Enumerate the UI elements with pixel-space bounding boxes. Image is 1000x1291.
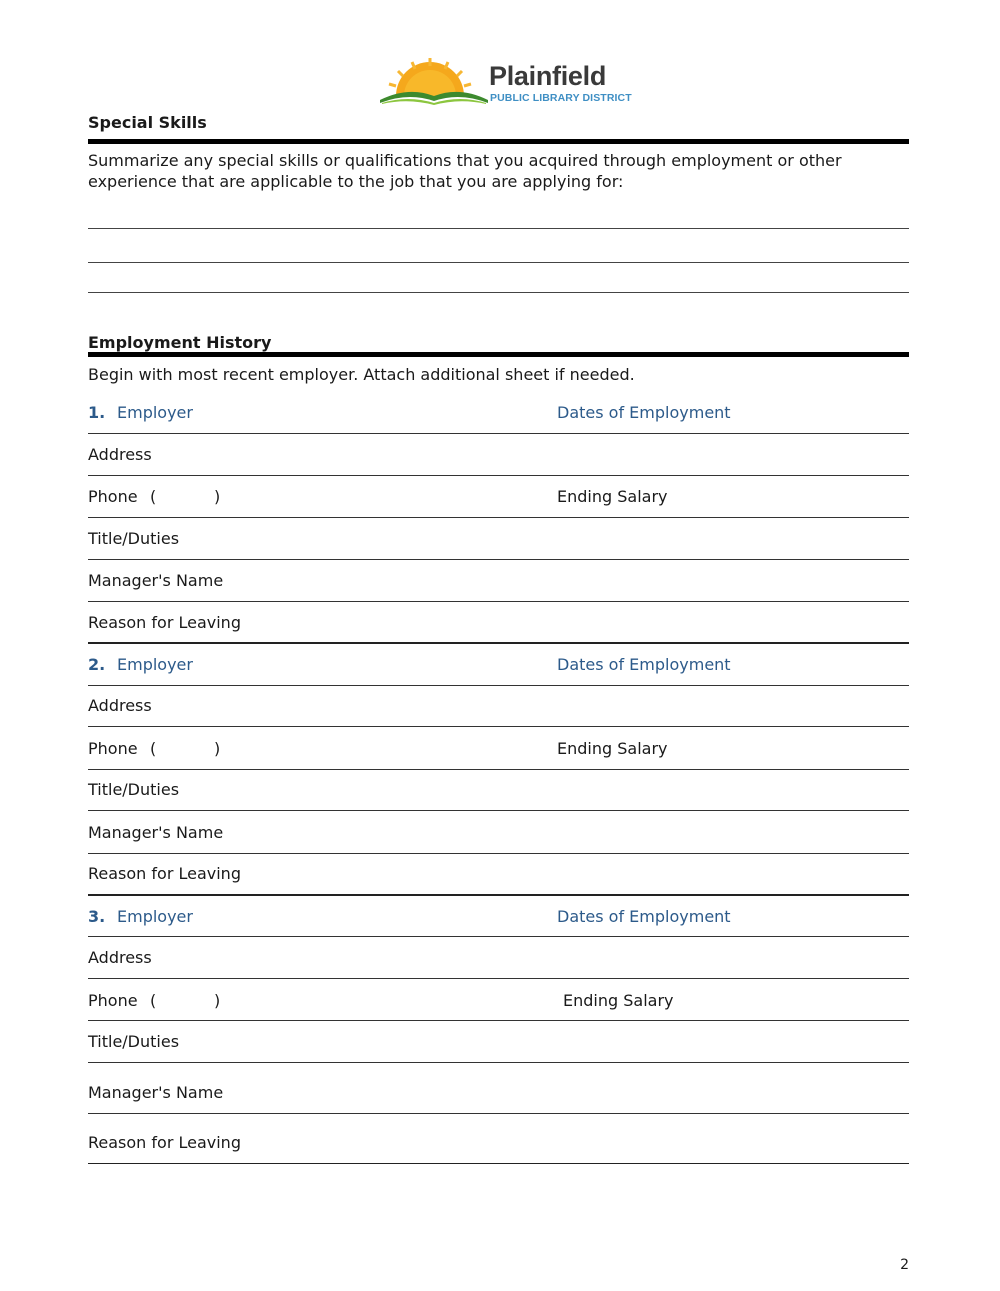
skills-answer-line-3[interactable] [88,292,909,293]
employer-2-end-rule[interactable] [88,894,909,896]
employer-1-phone-label: Phone [88,487,138,506]
employer-1-title-label: Title/Duties [88,529,180,548]
employer-3-number: 3. [88,907,106,926]
employer-2-salary-label: Ending Salary [557,739,668,758]
employer-3-phone-label: Phone [88,991,138,1010]
employer-3-phone-close-paren: ) [214,991,221,1010]
employer-1-label: Employer [117,403,193,422]
employer-1-answer-line-1[interactable] [88,433,909,434]
employer-3-title-label: Title/Duties [88,1032,180,1051]
special-skills-heading: Special Skills [88,113,207,132]
employer-1-number: 1. [88,403,106,422]
employment-history-heading: Employment History [88,333,272,352]
page-number: 2 [900,1257,909,1273]
employer-1-answer-line-2[interactable] [88,475,909,476]
employer-1-salary-label: Ending Salary [557,487,668,506]
employer-1-answer-line-5[interactable] [88,601,909,602]
employer-1-phone-close-paren: ) [214,487,221,506]
employer-3-salary-label: Ending Salary [563,991,674,1010]
employer-2-answer-line-4[interactable] [88,810,909,811]
employer-3-answer-line-1[interactable] [88,936,909,937]
employer-2-answer-line-3[interactable] [88,769,909,770]
employer-2-number: 2. [88,655,106,674]
logo-subtitle: PUBLIC LIBRARY DISTRICT [490,92,632,104]
employer-1-address-label: Address [88,445,152,464]
special-skills-instructions: Summarize any special skills or qualifications that you acquired through employment or other experience that are applicable to the job that you are applying for: [88,151,842,191]
employer-1-reason-label: Reason for Leaving [88,613,241,632]
employer-1-answer-line-4[interactable] [88,559,909,560]
employer-2-answer-line-5[interactable] [88,853,909,854]
logo-name: Plainfield [489,61,607,91]
employer-1-manager-label: Manager's Name [88,571,224,590]
employer-3-answer-line-5[interactable] [88,1113,909,1114]
employer-3-answer-line-2[interactable] [88,978,909,979]
employer-3-address-label: Address [88,948,152,967]
skills-answer-line-1[interactable] [88,228,909,229]
employer-2-answer-line-2[interactable] [88,726,909,727]
employer-3-manager-label: Manager's Name [88,1083,224,1102]
employer-1-dates-label: Dates of Employment [557,403,731,422]
employer-2-phone-open-paren: ( [150,739,157,758]
employer-3-phone-open-paren: ( [150,991,157,1010]
employer-3-end-rule[interactable] [88,1163,909,1164]
employer-2-phone-label: Phone [88,739,138,758]
skills-answer-line-2[interactable] [88,262,909,263]
employer-3-reason-label: Reason for Leaving [88,1133,241,1152]
employment-history-instructions: Begin with most recent employer. Attach additional sheet if needed. [88,365,635,384]
employer-1-phone-open-paren: ( [150,487,157,506]
employer-2-address-label: Address [88,696,152,715]
employer-3-dates-label: Dates of Employment [557,907,731,926]
employer-2-dates-label: Dates of Employment [557,655,731,674]
employer-2-title-label: Title/Duties [88,780,180,799]
employer-1-answer-line-3[interactable] [88,517,909,518]
employer-2-label: Employer [117,655,193,674]
employment-history-rule [88,352,909,357]
employer-2-reason-label: Reason for Leaving [88,864,241,883]
employer-2-phone-close-paren: ) [214,739,221,758]
employer-3-label: Employer [117,907,193,926]
employer-3-answer-line-4[interactable] [88,1062,909,1063]
employer-2-answer-line-1[interactable] [88,685,909,686]
special-skills-rule [88,139,909,144]
employer-1-end-rule[interactable] [88,642,909,644]
employer-3-answer-line-3[interactable] [88,1020,909,1021]
employer-2-manager-label: Manager's Name [88,823,224,842]
